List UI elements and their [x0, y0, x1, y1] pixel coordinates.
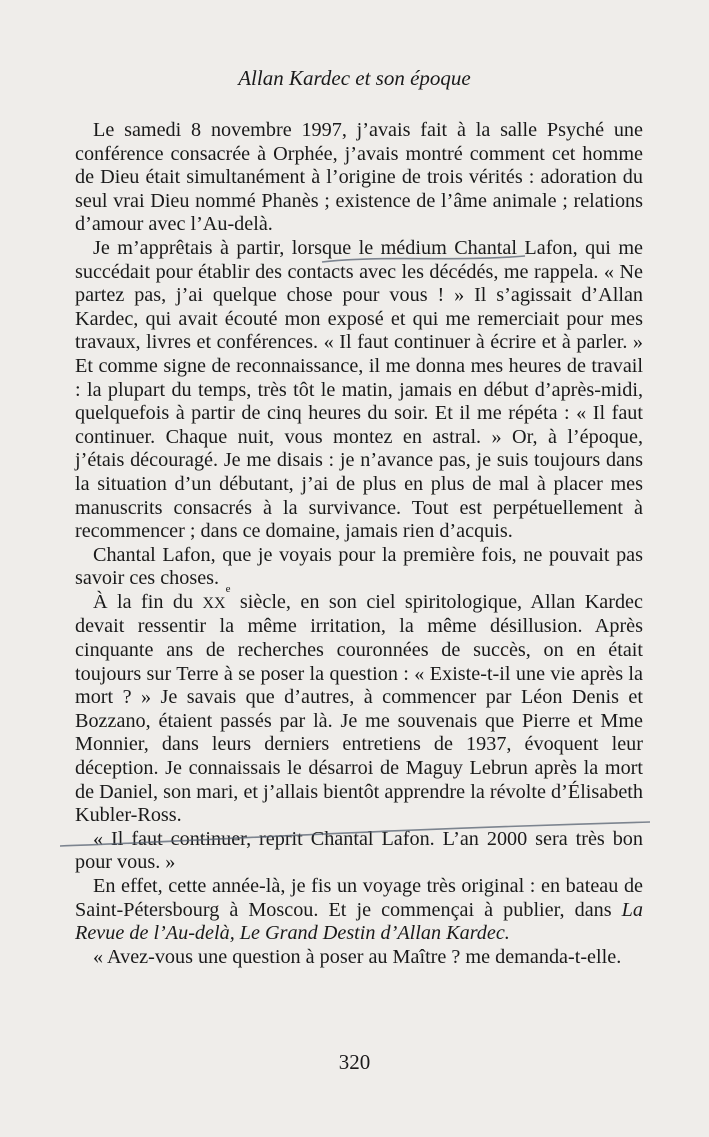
paragraph: Je m’apprêtais à partir, lorsque le médium Chantal Lafon, qui me succédait pour établir des contacts avec les décédés, me rappela. « Ne partez pas, j’ai quelque chose pour vous ! » Il s’agissait d’Allan Kardec, qui avait écouté mon exposé et qui me remerciait pour mes travaux, livres et conférences. « Il faut continuer à écrire et à parler. » Et comme signe de reconnaissance, il me donna mes heures de travail : la plupart du temps, très tôt le matin, jamais en début d’après-midi, quelquefois à partir de cinq heures du soir. Et il me répéta : « Il faut continuer. Chaque nuit, vous montez en astral. » Or, à l’époque, j’étais découragé. Je me disais : je n’avance pas, je suis toujours dans la situation d’un débutant, j’ai de plus en plus de mal à placer mes manuscrits consacrés à la survivance. Tout est perpétuellement à recommencer ; dans ce domaine, jamais rien d’acquis.: [75, 236, 643, 543]
running-header: Allan Kardec et son époque: [238, 66, 471, 90]
century-numeral: XX: [202, 594, 226, 612]
page-body: [75, 119, 643, 969]
book-title: La Revue de l’Au-delà, Le Grand Destin d’Allan Kardec.: [75, 898, 643, 945]
paragraph: [75, 582, 643, 828]
paragraph: « Il faut continuer, reprit Chantal Lafon. L’an 2000 sera très bon pour vous. »: [75, 827, 643, 874]
paragraph: Le samedi 8 novembre 1997, j’avais fait à la salle Psyché une conférence consacrée à Orphée, j’avais montré comment cet homme de Dieu était simultanément à l’origine de trois vérités : adoration du seul vrai Dieu nommé Phanès ; existence de l’âme animale ; relations d’amour avec l’Au-delà.: [75, 119, 643, 236]
paragraph: [75, 875, 643, 946]
paragraph: « Avez-vous une question à poser au Maître ? me demanda-t-elle.: [93, 945, 622, 968]
paragraph-text: À la fin du: [93, 590, 203, 613]
paragraph-text: siècle, en son ciel spiritologique, Allan Kardec devait ressentir la même irritation, la même désillusion. Après cinquante ans de recherches couronnées de succès, on en était toujours sur Terre à se poser la question : « Existe-t-il une vie après la mort ? » Je savais que d’autres, à commencer par Léon Denis et Bozzano, étaient passés par là. Je me souvenais que Pierre et Mme Monnier, dans leurs derniers entretiens de 1937, évoquent leur déception. Je connaissais le désarroi de Maguy Lebrun après la mort de Daniel, son mari, et j’allais bientôt apprendre la révolte d’Élisabeth Kubler-Ross.: [75, 590, 643, 827]
page-number: 320: [338, 1050, 371, 1074]
paragraph: Chantal Lafon, que je voyais pour la première fois, ne pouvait pas savoir ces choses.: [75, 543, 643, 590]
century-superscript: e: [225, 582, 231, 595]
paragraph-text: En effet, cette année-là, je fis un voyage très original : en bateau de Saint-Pétersbourg à Moscou. Et je commençai à publier, dans: [75, 875, 643, 921]
